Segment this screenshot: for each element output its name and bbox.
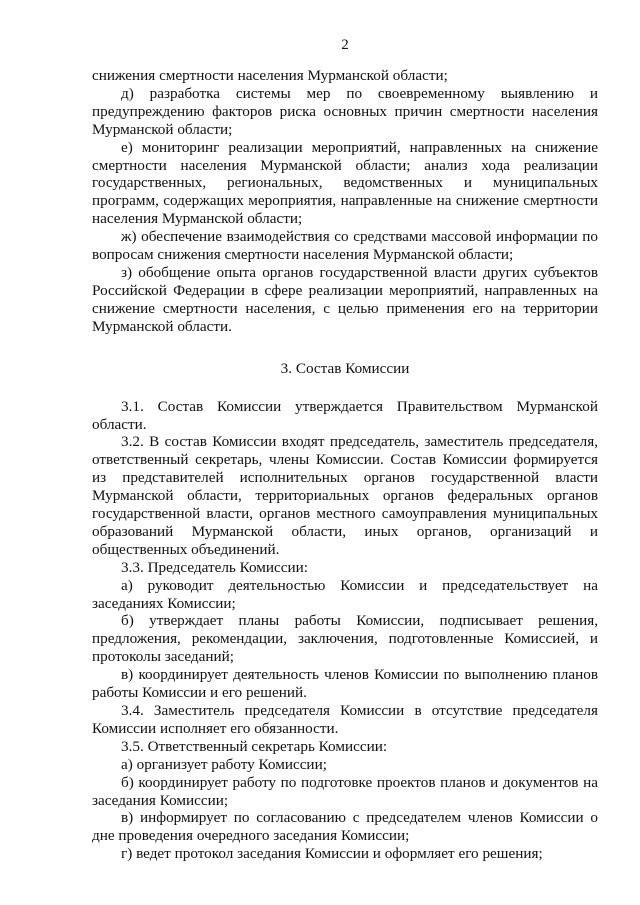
page-number: 2 [341,37,349,53]
paragraph: б) утверждает планы работы Комиссии, подписывает решения, предложения, рекомендации, заключения, подготовленные Комиссией, и протоколы заседаний; [92,612,598,666]
paragraph: 3.4. Заместитель председателя Комиссии в отсутствие председателя Комиссии исполняет его обязанности. [92,702,598,737]
document-page [92,36,598,863]
paragraph: 3.3. Председатель Комиссии: [121,558,309,576]
paragraph: а) организует работу Комиссии; [121,755,327,773]
paragraph: в) информирует по согласованию с председателем членов Комиссии о дне проведения очередного заседания Комиссии; [92,809,598,845]
section-heading: 3. Состав Комиссии [280,359,410,377]
paragraph: е) мониторинг реализации мероприятий, направленных на снижение смертности населения Мурманской области; анализ хода реализации государственных, региональных, ведомственных и муниципальных программ, содержащих мероприятия, направленные на снижение смертности населения Мурманской области; [92,138,598,228]
paragraph: в) координирует деятельность членов Комиссии по выполнению планов работы Комиссии и его решений. [92,666,598,702]
paragraph: б) координирует работу по подготовке проектов планов и документов на заседания Комиссии; [92,773,598,809]
top-paragraphs [92,67,598,336]
paragraph: 3.1. Состав Комиссии утверждается Правительством Мурманской области. [92,397,598,433]
section-paragraphs [92,398,598,864]
paragraph: д) разработка системы мер по своевременному выявлению и предупреждению факторов риска основных причин смертности населения Мурманской области; [92,84,598,138]
paragraph: 3.5. Ответственный секретарь Комиссии: [121,737,388,755]
paragraph: г) ведет протокол заседания Комиссии и оформляет его решения; [121,845,543,863]
paragraph: ж) обеспечение взаимодействия со средствами массовой информации по вопросам снижения смертности населения Мурманской области; [92,228,598,264]
paragraph: а) руководит деятельностью Комиссии и председательствует на заседаниях Комиссии; [92,576,598,612]
paragraph: снижения смертности населения Мурманской области; [92,67,448,84]
paragraph: з) обобщение опыта органов государственной власти других субъектов Российской Федерации в сфере реализации мероприятий, направленных на снижение смертности населения, с целью применения его на территории Мурманской области. [92,263,598,335]
paragraph: 3.2. В состав Комиссии входят председатель, заместитель председателя, ответственный секретарь, члены Комиссии. Состав Комиссии формируется из представителей исполнительных органов государственной власти Мурманской области, территориальных органов федеральных органов государственной власти, органов местного самоуправления муниципальных образований Мурманской области, иных органов, организаций и общественных объединений. [92,433,598,558]
